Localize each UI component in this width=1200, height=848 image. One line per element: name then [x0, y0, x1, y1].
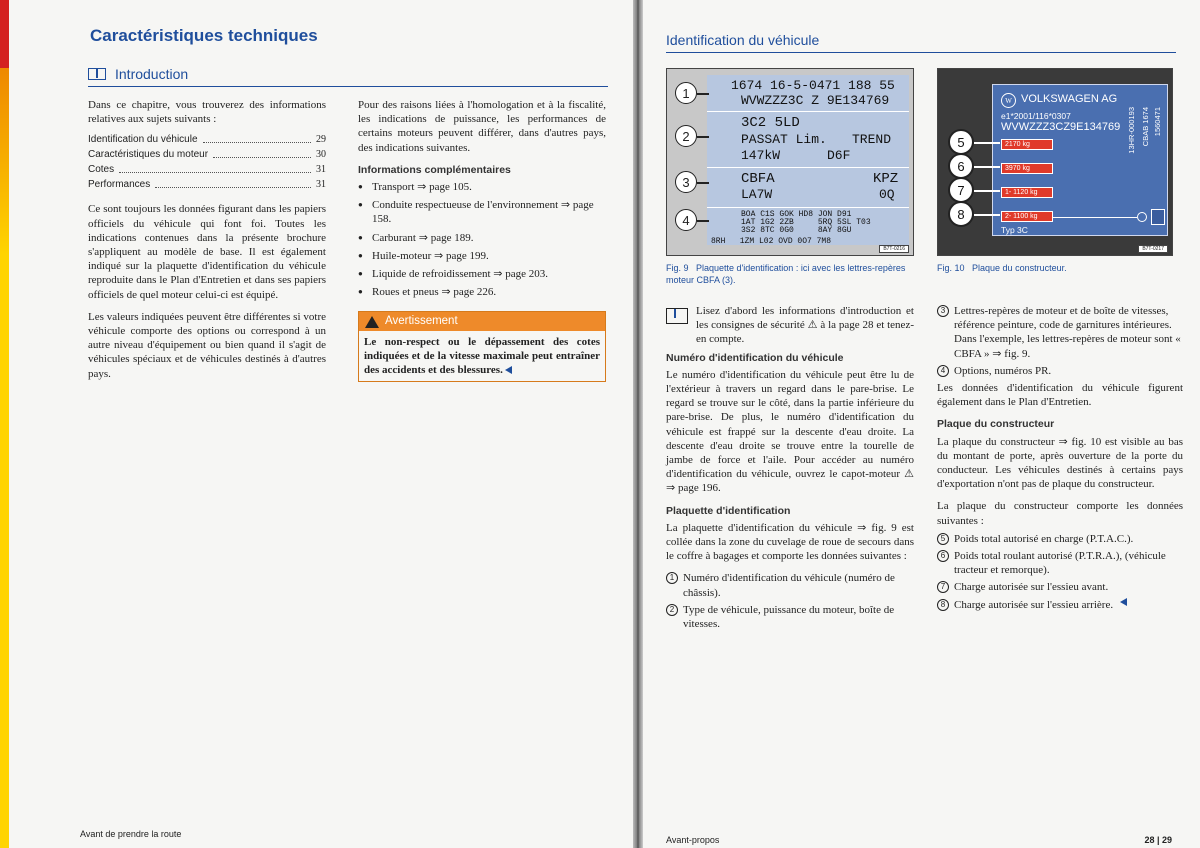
right-page [640, 0, 1200, 848]
plate-line-4a: PASSAT Lim. [741, 132, 827, 147]
page-title: Caractéristiques techniques [90, 26, 318, 45]
figure-ref: B7T-0217 [1138, 245, 1168, 253]
end-marker-icon [505, 366, 512, 374]
callout-1: 1 [675, 82, 697, 104]
side-code-1: 13HR-000193 [1127, 107, 1136, 154]
figure-10 [937, 68, 1173, 256]
end-marker-icon [1120, 598, 1127, 606]
plaquette-title: Plaquette d'identification [666, 504, 791, 517]
weight-bar-3: 1- 1120 kg [1001, 187, 1053, 198]
figure-9 [666, 68, 914, 256]
mark-square-icon [1151, 209, 1165, 225]
figure-9-label: Fig. 9 [666, 263, 689, 273]
maker-list [937, 532, 1183, 612]
more-info-list [358, 180, 606, 299]
callout-5: 5 [950, 131, 972, 153]
left-footer: Avant de prendre la route [80, 829, 182, 839]
toc-list [88, 132, 326, 192]
title-rule [88, 86, 608, 87]
pr-codes-last: 8RH 1ZM L02 OVD 0O7 7M8 [711, 237, 832, 246]
plate-line-1: 1674 16-5-0471 188 55 [731, 78, 895, 93]
warning-icon [365, 316, 379, 328]
right-column-1 [666, 304, 914, 634]
figure-10-label: Fig. 10 [937, 263, 965, 273]
official-papers-paragraph: Ce sont toujours les données figurant dans les papiers officiels du véhicule qui font foi. Toutes les indications contenues dans la présente brochure s'appliquent au modèle de base. Il est également indiqué sur la plaquette d'identification du véhicule reproduite dans le Plan d'Entretien et dans ses papiers officiels de quel moteur celui-ci est équipé. [88, 203, 326, 301]
plate-line-5b: D6F [827, 148, 851, 163]
maker-vin: WVWZZZ3CZ9E134769 [1001, 121, 1121, 133]
title-rule [666, 52, 1176, 53]
figure-10-caption: Fig. 10 Plaque du constructeur. [937, 263, 1067, 273]
more-info-title: Informations complémentaires [358, 163, 511, 176]
pr-codes: BOA C1S GOK HD8 JON D91 1AT 1G2 2ZB 5RQ 5SL T03 3S2 8TC 0G0 8AY 8GU [741, 210, 871, 235]
page-numbers: 28 | 29 [1144, 835, 1172, 845]
book-icon [88, 68, 106, 80]
plaquette-list [666, 571, 914, 631]
callout-8: 8 [950, 203, 972, 225]
vin-text: Le numéro d'identification du véhicule peut être lu de l'extérieur à travers un regard dans le pare-brise. Le regard se trouve sur le côté, dans la partie inférieure du pare-brise. De plus, le numéro d'identification du véhicule est frappé sur la descente d'eau droite. La descente d'eau droite se trouve entre la tourelle de jambe de force et l'aile. Pour accéder au numéro d'identification du véhicule, ouvrez le capot-moteur ⚠ ⇒ page 196. [666, 368, 914, 495]
warning-title: Avertissement [385, 315, 458, 328]
read-first-text: Lisez d'abord les informations d'introduction et les consignes de sécurité ⚠ à la page 28 et tenez-en compte. [696, 305, 914, 346]
plate-line-6b: KPZ [873, 171, 899, 187]
caption-ref: 3 [725, 275, 731, 285]
list-item[interactable]: ● Roues et pneus ⇒ page 226. [358, 285, 606, 299]
homologation-paragraph: Pour des raisons liées à l'homologation et à la fiscalité, les indications de puissance, les performances de certains moteurs peuvent différer, dans d'autres pays, des indications suivantes. [358, 99, 606, 154]
figure-9-caption: Fig. 9 Plaquette d'identification : ici avec les lettres-repères moteur CBFA (3). [666, 263, 906, 285]
color-edge-strip [0, 0, 9, 848]
left-column-2 [358, 98, 606, 382]
list-item: 4 Options, numéros PR. [937, 364, 1183, 378]
weight-bar-2: 3970 kg [1001, 163, 1053, 174]
plate-line-5a: 147kW [741, 148, 781, 163]
list-item: 8 Charge autorisée sur l'essieu arrière. [937, 598, 1183, 612]
maintenance-paragraph: Les données d'identification du véhicule figurent également dans le Plan d'Entretien. [937, 382, 1183, 409]
book-icon [666, 308, 688, 324]
callout-7: 7 [950, 179, 972, 201]
book-spine [633, 0, 643, 848]
side-code-3: 1560471 [1153, 107, 1162, 137]
section-title: Introduction [115, 66, 189, 82]
callout-4: 4 [675, 209, 697, 231]
list-item: 2 Type de véhicule, puissance du moteur, boîte de vitesses. [666, 603, 914, 631]
maker-approval: e1*2001/116*0307 [1001, 111, 1071, 121]
toc-row[interactable]: Identification du véhicule 29 [88, 134, 326, 146]
warning-text: Le non-respect ou le dépassement des cotes indiquées et de la vitesse maximale peut entraîner des accidents et des blessures. [364, 335, 600, 376]
callout-6: 6 [950, 155, 972, 177]
page-title-right: Identification du véhicule [666, 32, 820, 48]
maker-text: La plaque du constructeur ⇒ fig. 10 est visible au bas du montant de porte, après ouverture de la porte du conducteur. Les véhicules destinés à certains pays d'exportation n'ont pas de plaque du constructeur. [937, 435, 1183, 491]
list-item: 7 Charge autorisée sur l'essieu avant. [937, 580, 1183, 594]
list-item: 3 Lettres-repères de moteur et de boîte de vitesses, référence peinture, code de garnitures intérieures. Dans l'exemple, les lettres-repères de moteur sont « CBFA » ⇒ fig. 9. [937, 304, 1183, 361]
plate-line-7a: LA7W [741, 187, 773, 202]
warning-header [359, 312, 605, 330]
right-footer: Avant-propos [666, 835, 720, 845]
list-item[interactable]: ● Transport ⇒ page 105. [358, 180, 606, 194]
list-item: 6 Poids total roulant autorisé (P.T.R.A.), (véhicule tracteur et remorque). [937, 549, 1183, 577]
right-column-2 [937, 304, 1183, 615]
engine-list [937, 304, 1183, 378]
weight-bar-1: 2170 kg [1001, 139, 1053, 150]
weight-bar-4: 2- 1100 kg [1001, 211, 1053, 222]
intro-paragraph: Dans ce chapitre, vous trouverez des informations relatives aux sujets suivants : [88, 99, 326, 126]
list-item[interactable]: ● Liquide de refroidissement ⇒ page 203. [358, 267, 606, 281]
plate-line-4b: TREND [852, 132, 892, 147]
id-plate [707, 75, 909, 245]
toc-row[interactable]: Cotes 31 [88, 164, 326, 176]
list-item: 5 Poids total autorisé en charge (P.T.A.C.). [937, 532, 1183, 546]
maker-title: Plaque du constructeur [937, 418, 1055, 431]
list-item: 1 Numéro d'identification du véhicule (numéro de châssis). [666, 571, 914, 599]
maker-type: Typ 3C [1001, 225, 1028, 235]
maker-text-2: La plaque du constructeur comporte les données suivantes : [937, 500, 1183, 527]
right-heading [666, 32, 1176, 53]
warning-box [358, 311, 606, 381]
list-item[interactable]: ● Huile-moteur ⇒ page 199. [358, 249, 606, 263]
callout-2: 2 [675, 125, 697, 147]
side-code-2: CBAB 1674 [1141, 107, 1150, 147]
maker-brand: VOLKSWAGEN AG [1021, 93, 1118, 105]
values-paragraph: Les valeurs indiquées peuvent être différentes si votre véhicule comporte des options ou correspond à un autre niveau d'équipement ou bien quand il s'agit de véhicules spéciaux et de véhicules destinés à d'autres pays. [88, 310, 326, 380]
plate-line-7b: 0Q [879, 187, 895, 202]
plate-line-6a: CBFA [741, 171, 775, 187]
vw-logo-icon: W [1001, 93, 1016, 108]
vin-title: Numéro d'identification du véhicule [666, 351, 844, 364]
callout-3: 3 [675, 171, 697, 193]
maker-plate [992, 84, 1168, 236]
left-column [88, 98, 326, 389]
plate-line-3: 3C2 5LD [741, 115, 800, 131]
plaquette-text: La plaquette d'identification du véhicule ⇒ fig. 9 est collée dans la zone du cuvelage de roue de secours dans le coffre à bagages et comporte les données suivantes : [666, 521, 914, 563]
mark-circle-icon [1137, 212, 1147, 222]
plate-line-2: WVWZZZ3C Z 9E134769 [741, 93, 890, 108]
figure-ref: B7T-0216 [879, 245, 909, 253]
intro-heading [88, 66, 608, 87]
toc-row[interactable]: Caractéristiques du moteur 30 [88, 149, 326, 161]
toc-row[interactable]: Performances 31 [88, 179, 326, 191]
list-item[interactable]: ● Conduite respectueuse de l'environnement ⇒ page 158. [358, 198, 606, 226]
list-item[interactable]: ● Carburant ⇒ page 189. [358, 231, 606, 245]
